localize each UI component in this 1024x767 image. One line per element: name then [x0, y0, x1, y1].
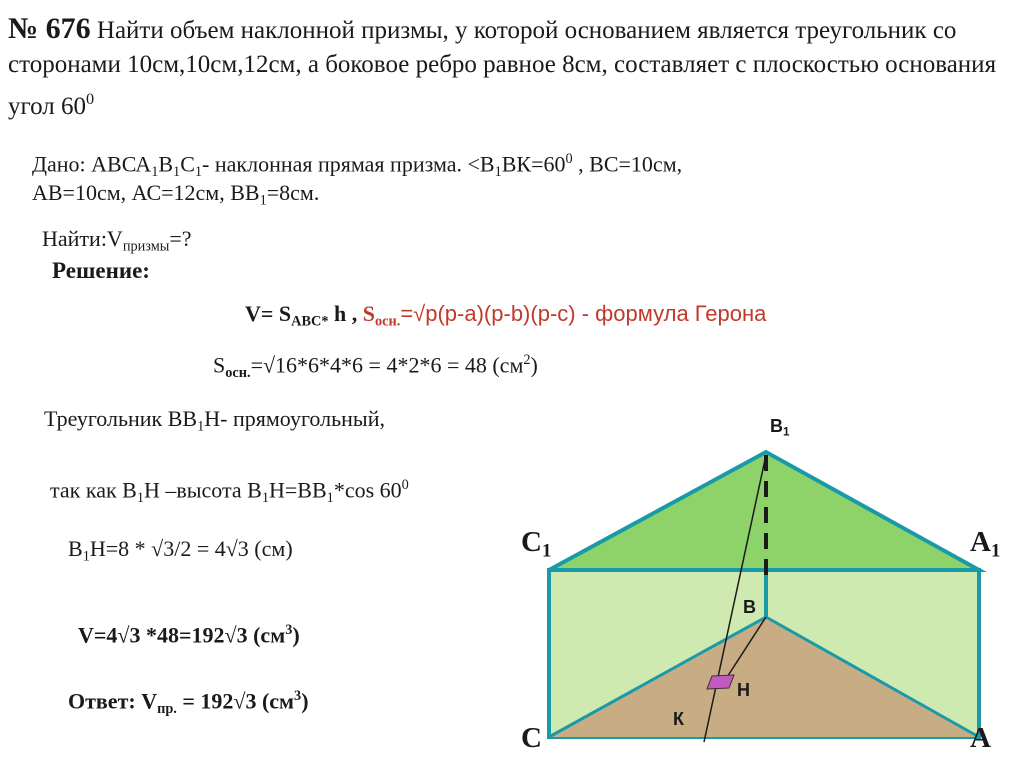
label-a1: $А_1$ — [970, 526, 1001, 562]
volume-formula: $V= S_{АВС*}$ h , $S_{осн.}=√p(p-a)(p-b)(p-c)$ - формула Герона — [245, 301, 767, 330]
answer-line: Ответ: $V_{пр.} = 192√3$ $(см^3)$ — [68, 688, 309, 717]
label-h: Н — [737, 680, 750, 700]
label-a: А — [970, 722, 991, 754]
degree-sup: 0 — [86, 90, 95, 108]
solution-heading: Решение: — [52, 258, 150, 283]
label-c: С — [521, 722, 542, 754]
heron-formula: =√p(p-a)(p-b)(p-c) - формула Герона — [400, 301, 767, 326]
find-line: $Найти:V_{призмы}=$? — [42, 226, 192, 255]
b1h-calculation: $В_1Н=8 * √3/2 = 4√3$ (см) — [68, 536, 293, 565]
label-b1: $В_1$ — [770, 416, 790, 439]
given-line-1: Дано: $АВСА_1В_1С_1-$ наклонная прямая призма. $<В_1ВК=60^0$ , ВС=10см, — [32, 151, 683, 180]
volume-calculation: V=4√3 *48=192√3 $(см^3)$ — [78, 622, 300, 648]
label-k: К — [673, 709, 684, 729]
area-calculation: $S_{осн.}=√16*6*4*6 = 4*2*6 = 48$ $(см^2)$ — [213, 352, 538, 381]
label-c1: $С_1$ — [521, 526, 552, 562]
given-line-2: АВ=10см, АС=12см, $ВВ_1=8см$. — [32, 180, 320, 209]
height-line: так как $В_1Н$ –высота $В_1Н=ВВ_1*\cos$ $60^0$ — [50, 477, 409, 506]
problem-number: № 676 — [8, 12, 91, 45]
problem-text: Найти объем наклонной призмы, у которой основанием является треугольник со сторонами 10см,10см,12см, а боковое ребро равное 8см, составляет с плоскостью основания угол 60 — [8, 17, 997, 120]
label-b: В — [743, 597, 756, 617]
right-triangle-line: Треугольник $ВВ_1Н-$ прямоугольный, — [44, 406, 385, 435]
right-angle-marker — [707, 675, 734, 689]
